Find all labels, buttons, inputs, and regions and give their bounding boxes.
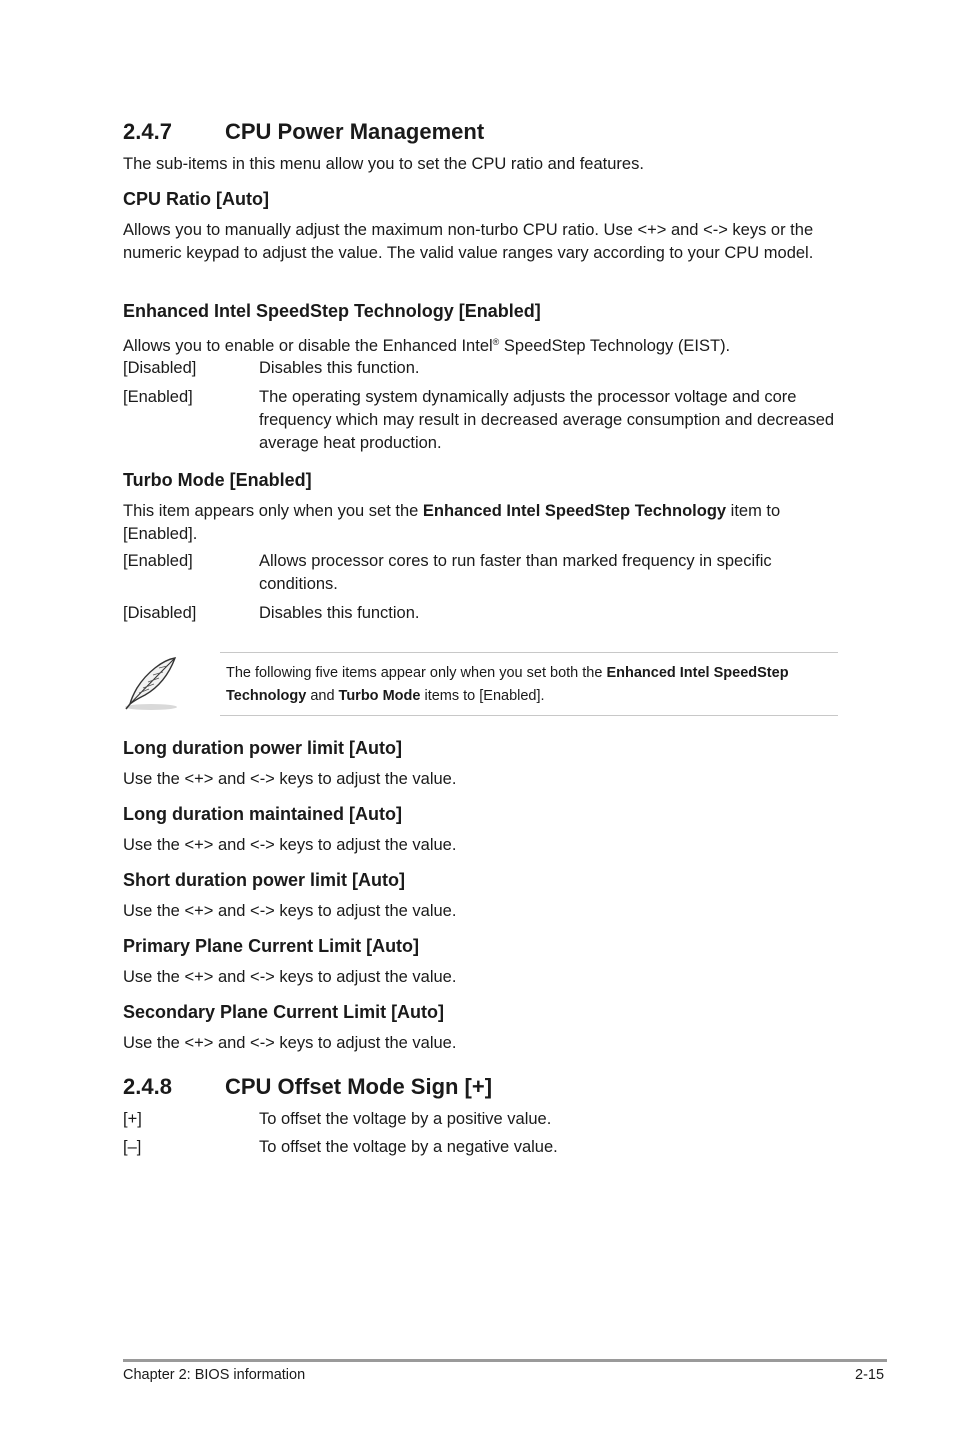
section-heading-2-4-7	[123, 119, 484, 145]
section-title: CPU Power Management	[225, 119, 485, 144]
primary-plane-current-limit-heading: Primary Plane Current Limit [Auto]	[123, 936, 420, 956]
long-duration-power-limit-description: Use the <+> and <-> keys to adjust the value.	[123, 770, 457, 788]
eist-option-enabled	[123, 386, 838, 455]
footer-rule	[123, 1359, 887, 1362]
note-box	[220, 652, 838, 716]
option-value: To offset the voltage by a negative value.	[259, 1138, 558, 1156]
option-key: [–]	[123, 1138, 142, 1156]
footer-page-number: 2-15	[855, 1367, 885, 1383]
option-key: [+]	[123, 1110, 142, 1128]
option-value: Disables this function.	[259, 604, 420, 622]
eist-heading: Enhanced Intel SpeedStep Technology [Enabled]	[123, 301, 541, 321]
section-number: 2.4.8	[123, 1074, 172, 1099]
secondary-plane-current-limit-description: Use the <+> and <-> keys to adjust the value.	[123, 1034, 457, 1052]
short-duration-power-limit-heading: Short duration power limit [Auto]	[123, 870, 405, 890]
offset-option-positive	[123, 1108, 838, 1131]
turbo-option-disabled	[123, 602, 838, 625]
note-text: The following five items appear only when you set both the Enhanced Intel SpeedStep Technology and Turbo Mode items to [Enabled].	[226, 665, 789, 704]
long-duration-power-limit-heading: Long duration power limit [Auto]	[123, 738, 402, 758]
option-value: The operating system dynamically adjusts the processor voltage and core frequency which may result in decreased average consumption and decreased average heat production.	[259, 388, 835, 452]
eist-description: Allows you to enable or disable the Enhanced Intel® SpeedStep Technology (EIST).	[123, 337, 731, 355]
option-value: Disables this function.	[259, 359, 420, 377]
section-number: 2.4.7	[123, 119, 172, 144]
turbo-mode-description: This item appears only when you set the Enhanced Intel SpeedStep Technology item to [Enabled].	[123, 502, 781, 543]
option-value: Allows processor cores to run faster than marked frequency in specific conditions.	[259, 552, 772, 593]
registered-mark: ®	[492, 337, 500, 347]
secondary-plane-current-limit-heading: Secondary Plane Current Limit [Auto]	[123, 1002, 445, 1022]
cpu-ratio-description: Allows you to manually adjust the maximum non-turbo CPU ratio. Use <+> and <-> keys or the numeric keypad to adjust the value. The valid value ranges vary according to your CPU model.	[123, 221, 814, 262]
section-title: CPU Offset Mode Sign [+]	[225, 1074, 493, 1099]
short-duration-power-limit-description: Use the <+> and <-> keys to adjust the value.	[123, 902, 457, 920]
option-value: To offset the voltage by a positive value.	[259, 1110, 552, 1128]
option-key: [Enabled]	[123, 552, 193, 570]
turbo-mode-heading: Turbo Mode [Enabled]	[123, 470, 312, 490]
footer-chapter: Chapter 2: BIOS information	[123, 1367, 306, 1383]
turbo-option-enabled	[123, 550, 838, 596]
feather-pen-icon	[123, 654, 181, 712]
section-intro: The sub-items in this menu allow you to set the CPU ratio and features.	[123, 155, 644, 173]
option-key: [Disabled]	[123, 604, 197, 622]
long-duration-maintained-description: Use the <+> and <-> keys to adjust the value.	[123, 836, 457, 854]
primary-plane-current-limit-description: Use the <+> and <-> keys to adjust the value.	[123, 968, 457, 986]
option-key: [Disabled]	[123, 359, 197, 377]
option-key: [Enabled]	[123, 388, 193, 406]
offset-option-negative	[123, 1136, 838, 1159]
long-duration-maintained-heading: Long duration maintained [Auto]	[123, 804, 402, 824]
eist-option-disabled	[123, 357, 838, 380]
section-heading-2-4-8	[123, 1074, 492, 1100]
cpu-ratio-heading: CPU Ratio [Auto]	[123, 189, 269, 209]
